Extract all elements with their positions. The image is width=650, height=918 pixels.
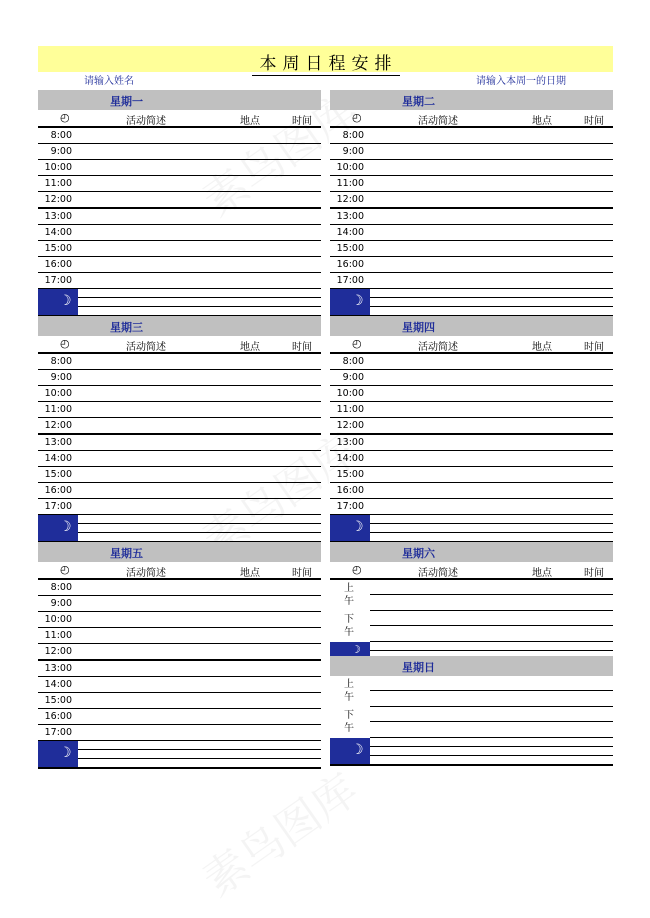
time-slot-row[interactable] [330,386,613,402]
day-title: 星期日 [402,661,435,674]
hour-label: 13:00 [44,437,72,448]
day-title: 星期五 [110,547,143,560]
evening-row[interactable] [38,515,321,543]
time-slot-row[interactable] [330,467,613,483]
hour-label: 8:00 [342,356,364,367]
hour-label: 17:00 [44,501,72,512]
day-header [330,90,613,110]
hour-label: 10:00 [44,388,72,399]
hour-label: 16:00 [44,485,72,496]
hour-label: 13:00 [44,663,72,674]
time-slot-row[interactable] [38,192,321,209]
entry-line[interactable] [370,523,613,524]
time-slot-row[interactable] [38,273,321,289]
column-header-row [330,562,613,580]
hour-label: 13:00 [44,211,72,222]
time-slot-row[interactable] [330,192,613,209]
column-activity: 活动简述 [418,342,458,353]
time-slot-row[interactable] [38,451,321,467]
time-slot-row[interactable] [330,209,613,225]
column-location: 地点 [532,342,552,353]
moon-icon: ☽ [351,293,364,309]
day-block-monday [38,90,321,317]
hour-label: 10:00 [336,388,364,399]
hour-label: 15:00 [44,695,72,706]
time-slot-row[interactable] [38,144,321,160]
entry-line[interactable] [78,523,321,524]
clock-icon: ◴ [60,111,70,124]
hour-label: 8:00 [50,582,72,593]
time-slot-row[interactable] [38,596,321,612]
time-slot-row[interactable] [38,644,321,661]
hour-label: 14:00 [44,227,72,238]
time-slot-row[interactable] [38,209,321,225]
column-header-row [38,336,321,354]
hour-label: 16:00 [336,259,364,270]
hour-label: 10:00 [336,162,364,173]
hour-label: 17:00 [336,501,364,512]
hour-label: 8:00 [342,130,364,141]
entry-line[interactable] [370,755,613,756]
time-slot-row[interactable] [38,128,321,144]
hour-label: 12:00 [336,420,364,431]
hour-label: 12:00 [44,194,72,205]
column-activity: 活动简述 [126,568,166,579]
hour-label: 15:00 [336,243,364,254]
column-time: 时间 [584,568,604,579]
hour-label: 17:00 [336,275,364,286]
day-header [38,316,321,336]
half-day-pm[interactable] [330,611,613,642]
hour-label: 17:00 [44,727,72,738]
hour-label: 15:00 [44,469,72,480]
time-slot-row[interactable] [330,160,613,176]
hour-label: 16:00 [336,485,364,496]
half-day-label: 下午 [344,614,354,638]
clock-icon: ◴ [352,337,362,350]
entry-line[interactable] [370,746,613,747]
entry-line[interactable] [370,532,613,533]
time-slot-row[interactable] [330,144,613,160]
time-slot-row[interactable] [38,402,321,418]
evening-cell [330,738,370,764]
hour-label: 15:00 [44,243,72,254]
half-day-label: 上午 [344,583,354,607]
hour-label: 11:00 [336,178,364,189]
time-slot-row[interactable] [330,273,613,289]
date-prompt[interactable]: 请输入本周一的日期 [476,76,566,87]
clock-icon: ◴ [352,563,362,576]
clock-icon: ◴ [60,337,70,350]
hour-label: 12:00 [44,420,72,431]
moon-icon: ☽ [59,745,72,761]
entry-line[interactable] [78,749,321,750]
column-header-row [38,110,321,128]
day-title: 星期四 [402,321,435,334]
time-slot-row[interactable] [38,725,321,741]
entry-line[interactable] [370,625,613,626]
hour-label: 8:00 [50,130,72,141]
day-header [38,542,321,562]
hour-label: 12:00 [336,194,364,205]
evening-row[interactable] [38,741,321,769]
column-header-row [330,110,613,128]
day-header [330,316,613,336]
column-time: 时间 [292,116,312,127]
evening-cell [38,741,78,767]
time-slot-row[interactable] [38,483,321,499]
name-prompt[interactable]: 请输入姓名 [84,76,134,87]
day-block-sunday [330,656,613,766]
time-slot-row[interactable] [38,354,321,370]
clock-icon: ◴ [352,111,362,124]
hour-label: 10:00 [44,614,72,625]
time-slot-row[interactable] [38,467,321,483]
day-title: 星期六 [402,547,435,560]
entry-line[interactable] [78,297,321,298]
column-location: 地点 [240,116,260,127]
evening-cell [38,515,78,541]
hour-label: 11:00 [44,178,72,189]
time-slot-row[interactable] [38,499,321,515]
evening-row[interactable] [330,289,613,317]
column-header-row [330,336,613,354]
column-activity: 活动简述 [126,342,166,353]
moon-icon: ☽ [351,742,364,758]
column-location: 地点 [240,568,260,579]
hour-label: 14:00 [44,679,72,690]
entry-line[interactable] [370,721,613,722]
time-slot-row[interactable] [38,418,321,435]
hour-label: 9:00 [342,146,364,157]
column-location: 地点 [532,568,552,579]
evening-cell [330,289,370,315]
time-slot-row[interactable] [38,435,321,451]
day-header [330,656,613,676]
time-slot-row[interactable] [330,241,613,257]
hour-label: 9:00 [50,146,72,157]
hour-label: 14:00 [336,453,364,464]
moon-icon: ☽ [351,519,364,535]
half-day-label: 上午 [344,679,354,703]
time-slot-row[interactable] [330,176,613,192]
day-title: 星期二 [402,95,435,108]
hour-label: 13:00 [336,437,364,448]
column-location: 地点 [240,342,260,353]
time-slot-row[interactable] [38,257,321,273]
day-block-wednesday [38,316,321,543]
hour-label: 16:00 [44,711,72,722]
moon-icon: ☽ [351,643,361,656]
hour-label: 11:00 [44,404,72,415]
time-slot-row[interactable] [38,693,321,709]
column-time: 时间 [292,568,312,579]
time-slot-row[interactable] [38,709,321,725]
hour-label: 15:00 [336,469,364,480]
clock-icon: ◴ [60,563,70,576]
watermark [188,755,369,908]
day-block-tuesday [330,90,613,317]
evening-row[interactable] [330,738,613,766]
hour-label: 17:00 [44,275,72,286]
column-activity: 活动简述 [418,568,458,579]
entry-line[interactable] [78,306,321,307]
column-time: 时间 [292,342,312,353]
time-slot-row[interactable] [330,257,613,273]
evening-row[interactable] [330,515,613,543]
time-slot-row[interactable] [330,418,613,435]
entry-line[interactable] [370,650,613,651]
half-day-pm[interactable] [330,707,613,738]
time-slot-row[interactable] [38,612,321,628]
column-location: 地点 [532,116,552,127]
hour-label: 12:00 [44,646,72,657]
day-title: 星期三 [110,321,143,334]
hour-label: 11:00 [336,404,364,415]
time-slot-row[interactable] [38,370,321,386]
hour-label: 10:00 [44,162,72,173]
hour-label: 8:00 [50,356,72,367]
day-block-friday [38,542,321,769]
time-slot-row[interactable] [330,354,613,370]
time-slot-row[interactable] [330,451,613,467]
entry-line[interactable] [78,758,321,759]
entry-line[interactable] [370,690,613,691]
column-header-row [38,562,321,580]
column-time: 时间 [584,116,604,127]
half-day-label: 下午 [344,710,354,734]
time-slot-row[interactable] [38,241,321,257]
time-slot-row[interactable] [38,386,321,402]
time-slot-row[interactable] [330,435,613,451]
hour-label: 9:00 [50,372,72,383]
time-slot-row[interactable] [38,225,321,241]
half-day-am[interactable] [330,580,613,611]
time-slot-row[interactable] [38,628,321,644]
half-day-am[interactable] [330,676,613,707]
moon-icon: ☽ [59,293,72,309]
moon-icon: ☽ [59,519,72,535]
column-activity: 活动简述 [418,116,458,127]
hour-label: 9:00 [342,372,364,383]
time-slot-row[interactable] [38,160,321,176]
time-slot-row[interactable] [38,677,321,693]
day-block-saturday [330,542,613,661]
day-header [330,542,613,562]
evening-cell [330,515,370,541]
title-bar [38,46,613,72]
evening-cell [38,289,78,315]
time-slot-row[interactable] [38,176,321,192]
time-slot-row[interactable] [38,661,321,677]
time-slot-row[interactable] [330,370,613,386]
column-time: 时间 [584,342,604,353]
hour-label: 14:00 [336,227,364,238]
time-slot-row[interactable] [330,225,613,241]
hour-label: 16:00 [44,259,72,270]
hour-label: 11:00 [44,630,72,641]
day-title: 星期一 [110,95,143,108]
day-block-thursday [330,316,613,543]
entry-line[interactable] [370,297,613,298]
column-activity: 活动简述 [126,116,166,127]
time-slot-row[interactable] [330,499,613,515]
hour-label: 13:00 [336,211,364,222]
time-slot-row[interactable] [330,483,613,499]
time-slot-row[interactable] [38,580,321,596]
time-slot-row[interactable] [330,402,613,418]
entry-line[interactable] [78,532,321,533]
time-slot-row[interactable] [330,128,613,144]
hour-label: 14:00 [44,453,72,464]
entry-line[interactable] [370,306,613,307]
entry-line[interactable] [370,594,613,595]
hour-label: 9:00 [50,598,72,609]
day-header [38,90,321,110]
evening-row[interactable] [38,289,321,317]
page-title: 本周日程安排 [38,49,613,74]
